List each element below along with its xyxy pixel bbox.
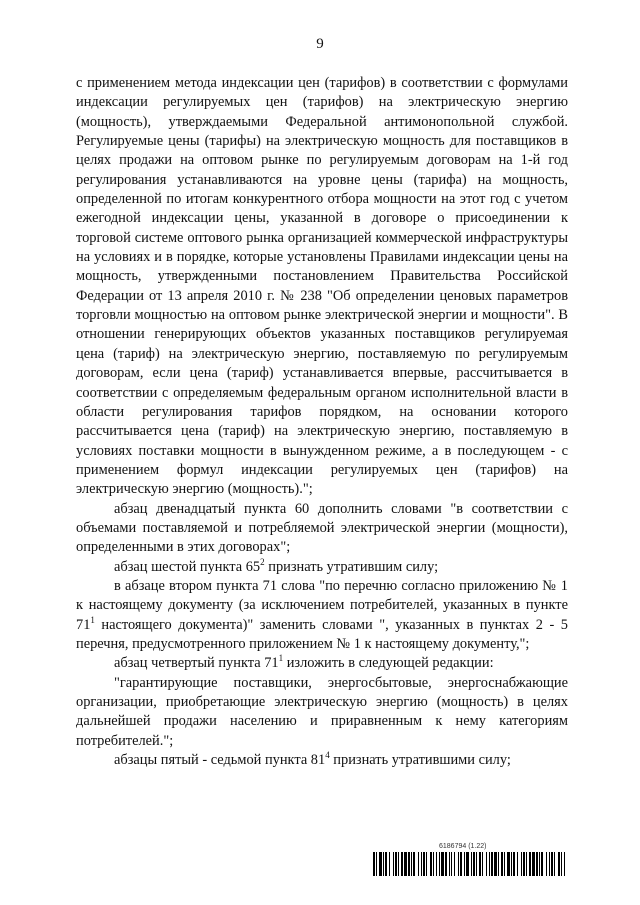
barcode-block [373, 843, 567, 876]
page-number: 9 [316, 36, 324, 52]
paragraph [76, 654, 568, 673]
paragraph: абзац двенадцатый пункта 60 дополнить словами "в соответствии с объемами поставляемой и потребляемой электрической энергии (мощности), определенными в этих договорах"; [76, 500, 568, 556]
paragraph: "гарантирующие поставщики, энергосбытовые, энергоснабжающие организации, приобретающие электрическую энергию (мощность) в целях дальнейшей продажи населению и приравненным к нему категориям потребителей."; [76, 674, 568, 749]
paragraph-text: абзац шестой пункта 65 [114, 558, 261, 575]
paragraph: с применением метода индексации цен (тарифов) в соответствии с формулами индексации регулируемых цен (тарифов) на электрическую энергию (мощность), утверждаемыми Федеральной антимонопольной службой. Регулируемые цены (тарифы) на электрическую мощность для поставщиков в целях продажи на оптовом рынке по регулируемым договорам на 1-й год регулирования устанавливаются на уровне цены (тарифа) на мощность, определенной по итогам конкурентного отбора мощности на этот год с учетом ежегодной индексации цены, указанной в договоре о присоединении к торговой системе оптового рынка организацией коммерческой инфраструктуры на условиях и в порядке, которые установлены Правилами индексации цены на мощность, утвержденными постановлением Правительства Российской Федерации от 13 апреля 2010 г. № 238 "Об определении ценовых параметров торговли мощностью на оптовом рынке электрической энергии и мощности". В отношении генерирующих объектов указанных поставщиков регулируемая цена (тариф) на электрическую энергию, поставляемую по регулируемым договорам, если цена (тариф) устанавливается впервые, рассчитывается в соответствии с определяемым федеральным органом исполнительной власти в области регулирования тарифов порядком, на основании которого рассчитывается цена (тариф) на электрическую энергию, поставляемую в условиях поставки мощности в вынужденном режиме, а в последующем - с применением формул индексации регулируемых цен (тарифов) на электрическую энергию (мощность)."; [76, 75, 568, 498]
document-body [76, 74, 568, 770]
superscript: 4 [325, 750, 330, 761]
barcode-icon [373, 852, 567, 876]
paragraph-text: настоящего документа)" заменить словами ", указанных в пунктах 2 - 5 перечня, предусмотренного приложением № 1 к настоящему документу,"; [76, 616, 568, 652]
paragraph-text: абзац четвертый пункта 71 [114, 655, 279, 672]
superscript: 1 [90, 614, 95, 625]
barcode-number: 6186794 (1.22) [439, 843, 487, 850]
paragraph [76, 751, 568, 770]
superscript: 2 [260, 556, 265, 567]
paragraph-text: в абзаце втором пункта 71 слова "по перечню согласно приложению № 1 к настоящему документу (за исключением потребителей, указанных в пункте 71 [76, 577, 568, 633]
paragraph [76, 558, 568, 577]
paragraph-text: признать утратившими силу; [329, 752, 511, 769]
paragraph-text: изложить в следующей редакции: [283, 655, 494, 672]
paragraph-text: абзацы пятый - седьмой пункта 81 [114, 752, 326, 769]
paragraph [76, 577, 568, 654]
superscript: 1 [278, 653, 284, 664]
paragraph-text: признать утратившим силу; [264, 558, 439, 575]
